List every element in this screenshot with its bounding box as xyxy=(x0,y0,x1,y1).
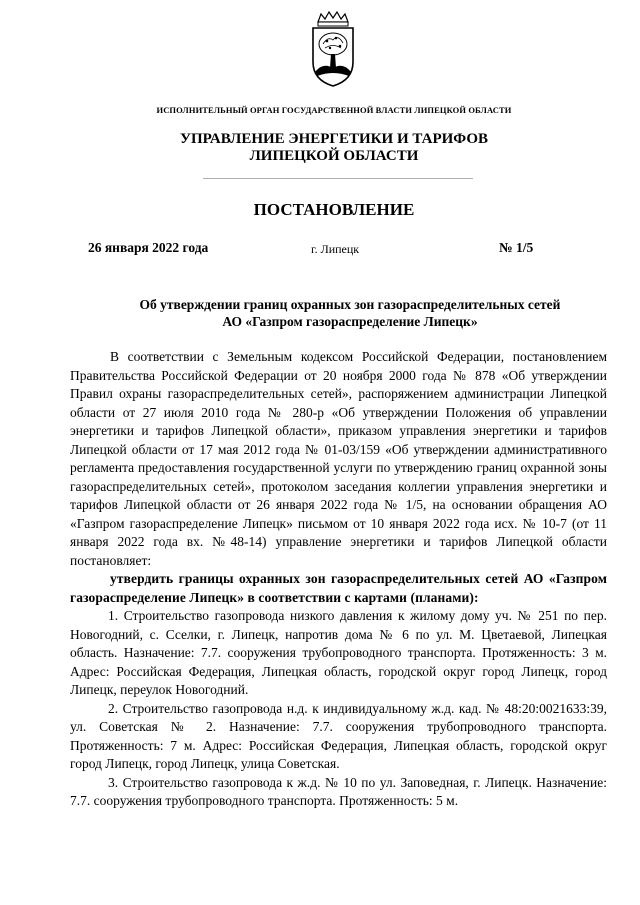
resolution-paragraph: утвердить границы охранных зон газораспределительных сетей АО «Газпром газораспределение Липецк» в соответствии с картами (планами): xyxy=(70,571,607,605)
document-body xyxy=(70,348,607,811)
department-title-line2: ЛИПЕЦКОЙ ОБЛАСТИ xyxy=(249,148,419,164)
subject-line2: АО «Газпром газораспределение Липецк» xyxy=(222,314,478,329)
preamble-paragraph: В соответствии с Земельным кодексом Российской Федерации, постановлением Правительства Российской Федерации от 20 ноября 2000 года № 878 «Об утверждении Правил охраны газораспределительных сетей», распоряжением администрации Липецкой области от 27 июля 2010 года № 280-р «Об утверждении Положения об управлении энергетики и тарифов Липецкой области», приказом управления энергетики и тарифов Липецкой области от 17 мая 2012 года № 01-03/159 «Об утверждении административного регламента предоставления государственной услуги по утверждению границ охранной зоны газораспределительных сетей», протоколом заседания коллегии управления энергетики и тарифов Липецкой области от 26 января 2022 года № 1/5, на основании обращения АО «Газпром газораспределение Липецк» письмом от 10 января 2022 года исх. № 10-7 (от 11 января 2022 года вх. №48-14) управление энергетики и тарифов Липецкой области постановляет: xyxy=(70,349,607,568)
document-date: 26 января 2022 года xyxy=(88,240,209,255)
document-city: г. Липецк xyxy=(311,242,360,256)
document-type-title: ПОСТАНОВЛЕНИЕ xyxy=(253,200,415,219)
header-divider xyxy=(203,178,473,179)
document-number: № 1/5 xyxy=(499,240,534,255)
list-item: 1. Строительство газопровода низкого давления к жилому дому уч. № 251 по пер. Новогодний, с. Сселки, г. Липецк, напротив дома № 6 по ул. М. Цветаевой, Липецкая область. Назначение: 7.7. сооружения трубопроводного транспорта. Протяженность: 3 м. Адрес: Российская Федерация, Липецкая область, городской округ город Липецк, город Липецк, переулок Новогодний. xyxy=(70,608,607,697)
list-item: 3. Строительство газопровода к ж.д. № 10 по ул. Заповедная, г. Липецк. Назначение: 7.7. сооружения трубопроводного транспорта. Протяженность: 5 м. xyxy=(70,774,607,808)
issuing-organ-line: ИСПОЛНИТЕЛЬНЫЙ ОРГАН ГОСУДАРСТВЕННОЙ ВЛАСТИ ЛИПЕЦКОЙ ОБЛАСТИ xyxy=(156,105,512,115)
list-item: 2. Строительство газопровода н.д. к индивидуальному ж.д. кад. № 48:20:0021633:39, ул. Советская № 2. Назначение: 7.7. сооружения трубопроводного транспорта. Протяженность: 7 м. Адрес: Российская Федерация, Липецкая область, городской округ город Липецк, город Липецк, улица Советская. xyxy=(70,700,607,771)
lipetsk-region-coat-of-arms-icon xyxy=(303,10,363,88)
subject-line1: Об утверждении границ охранных зон газораспределительных сетей xyxy=(139,297,561,312)
department-title-line1: УПРАВЛЕНИЕ ЭНЕРГЕТИКИ И ТАРИФОВ xyxy=(179,131,489,147)
